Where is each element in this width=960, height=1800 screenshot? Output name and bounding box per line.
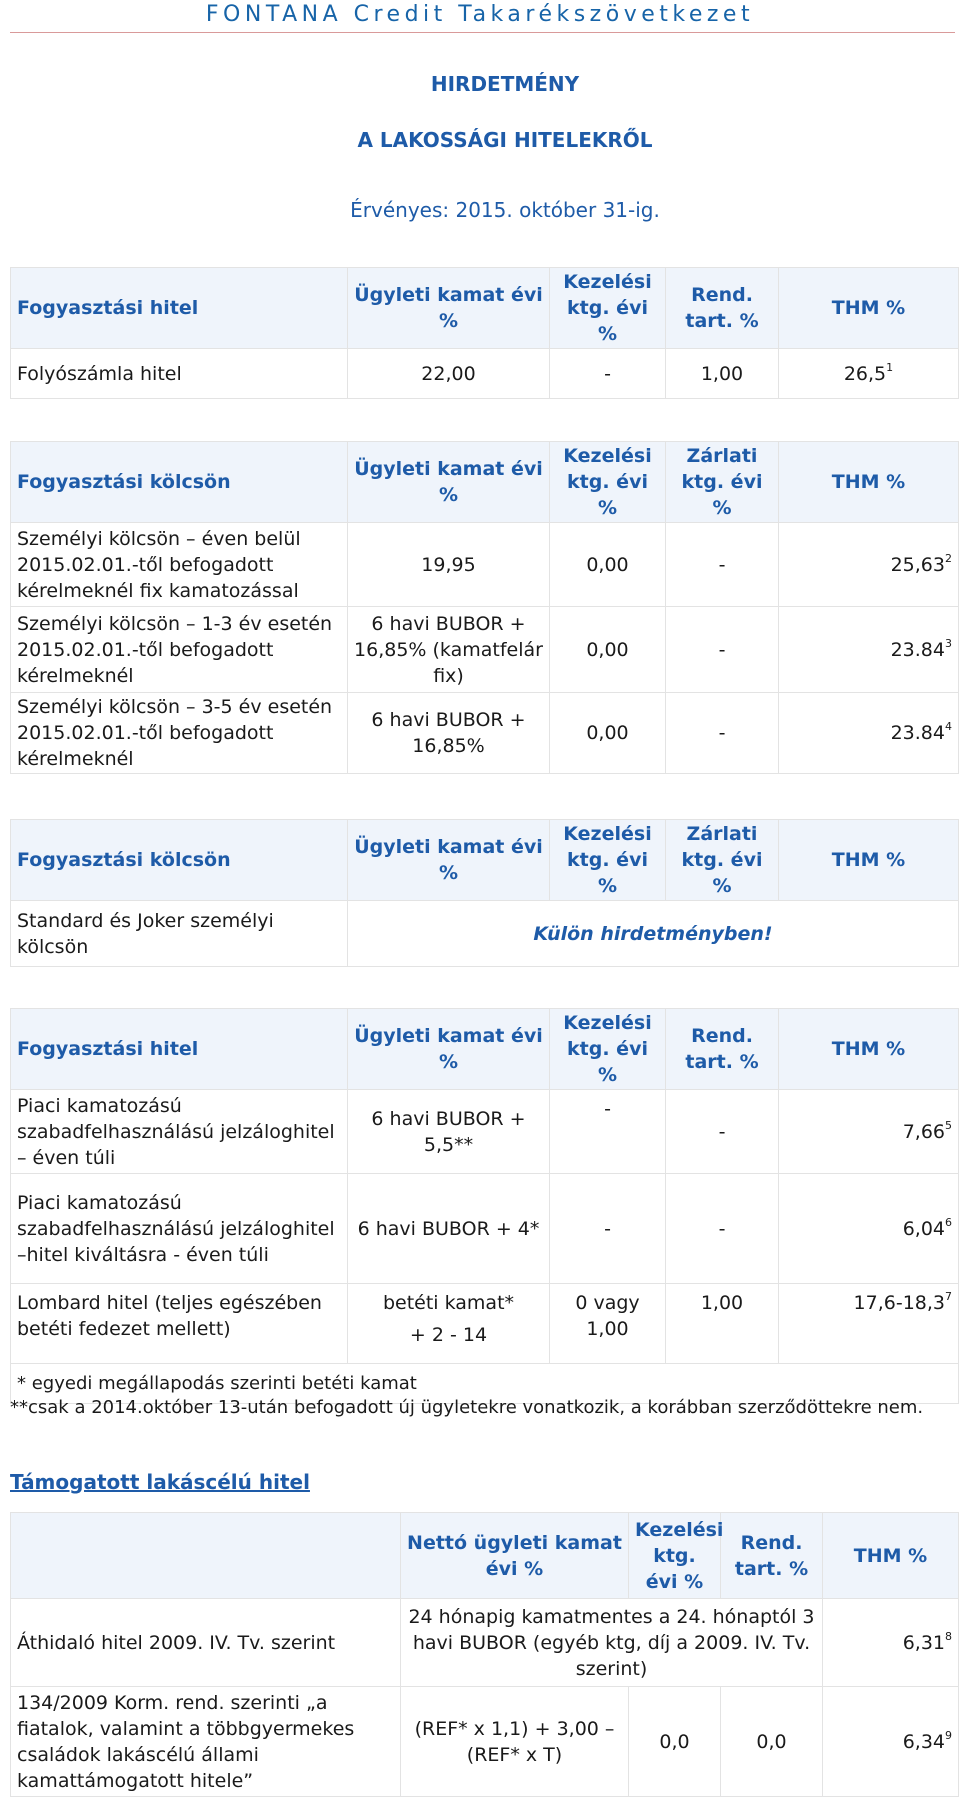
loan-name: Áthidaló hitel 2009. IV. Tv. szerint xyxy=(11,1599,401,1687)
loan-name: Személyi kölcsön – 1-3 év esetén 2015.02.01.-től befogadott kérelmeknél xyxy=(11,607,348,693)
header-cell: Kezelési ktg. évi % xyxy=(550,268,666,349)
header-cell: Fogyasztási hitel xyxy=(11,268,348,349)
loan-name: Standard és Joker személyi kölcsön xyxy=(11,901,348,967)
reserve-value: 1,00 xyxy=(666,1284,779,1364)
rate-value: 6 havi BUBOR + 5,5** xyxy=(348,1090,550,1174)
footnote-text: **csak a 2014.október 13-után befogadott új ügyletekre vonatkozik, a korábban szerződöttekre nem. xyxy=(10,1397,924,1418)
header-cell: Kezelési ktg. évi % xyxy=(629,1513,721,1599)
header-cell: Kezelési ktg. évi % xyxy=(550,820,666,901)
table-footnote: * egyedi megállapodás szerinti betéti kamat xyxy=(11,1364,959,1404)
fee-value: 0,00 xyxy=(550,523,666,607)
fee-value: 0,00 xyxy=(550,607,666,693)
header-cell: Nettó ügyleti kamat évi % xyxy=(401,1513,629,1599)
loan-name: Lombard hitel (teljes egészében betéti fedezet mellett) xyxy=(11,1284,348,1364)
reserve-value: - xyxy=(666,1174,779,1284)
fee-value: 0,0 xyxy=(629,1687,721,1797)
reserve-value: 0,0 xyxy=(721,1687,823,1797)
table-mortgage-lombard xyxy=(10,1008,959,1404)
header-cell: Rend. tart. % xyxy=(666,268,779,349)
table-row xyxy=(11,349,959,399)
rate-value: 19,95 xyxy=(348,523,550,607)
bridging-loan-terms: 24 hónapig kamatmentes a 24. hónaptól 3 havi BUBOR (egyéb ktg, díj a 2009. IV. Tv. szerint) xyxy=(401,1599,823,1687)
thm-value: 6,34$^9$ xyxy=(823,1687,959,1797)
header-divider xyxy=(10,32,955,33)
closing-value: - xyxy=(666,523,779,607)
table-personal-loan xyxy=(10,441,959,774)
thm-value: 23.84$^3$ xyxy=(779,607,959,693)
header-cell: Fogyasztási kölcsön xyxy=(11,442,348,523)
header-cell: Fogyasztási kölcsön xyxy=(11,820,348,901)
header-cell: THM % xyxy=(779,442,959,523)
table-standard-joker xyxy=(10,819,959,967)
company-header: FONTANA Credit Takarékszövetkezet xyxy=(205,2,755,27)
footnote-ref: 2 xyxy=(945,551,952,565)
loan-name: Piaci kamatozású szabadfelhasználású jelzáloghitel –hitel kiváltásra - éven túli xyxy=(11,1174,348,1284)
rate-value: (REF* x 1,1) + 3,00 – (REF* x T) xyxy=(401,1687,629,1797)
thm-value: 6,31$^8$ xyxy=(823,1599,959,1687)
rate-value xyxy=(348,1284,550,1364)
reserve-value: - xyxy=(666,1090,779,1174)
rate-line: + 2 - 14 xyxy=(409,1324,488,1346)
rate-value: 6 havi BUBOR + 4* xyxy=(348,1174,550,1284)
footnote-ref: 9 xyxy=(945,1728,952,1742)
table-header-row xyxy=(11,820,959,901)
loan-name: Személyi kölcsön – 3-5 év esetén 2015.02.01.-től befogadott kérelmeknél xyxy=(11,693,348,774)
rate-value: 22,00 xyxy=(348,349,550,399)
header-cell: Ügyleti kamat évi % xyxy=(348,442,550,523)
header-cell: Rend. tart. % xyxy=(666,1009,779,1090)
table-header-row xyxy=(11,268,959,349)
table-header-row xyxy=(11,1009,959,1090)
separate-announcement-note: Külön hirdetményben! xyxy=(348,901,959,967)
fee-value: 0 vagy 1,00 xyxy=(550,1284,666,1364)
loan-name: Folyószámla hitel xyxy=(11,349,348,399)
footnote-ref: 3 xyxy=(945,636,952,650)
reserve-value: 1,00 xyxy=(666,349,779,399)
rate-value: 6 havi BUBOR + 16,85% (kamatfelár fix) xyxy=(348,607,550,693)
footnote-ref: 5 xyxy=(945,1118,952,1132)
table-row xyxy=(11,901,959,967)
table-row xyxy=(11,1687,959,1797)
header-cell: Zárlati ktg. évi % xyxy=(666,442,779,523)
fee-value: - xyxy=(550,349,666,399)
closing-value: - xyxy=(666,693,779,774)
header-cell: Fogyasztási hitel xyxy=(11,1009,348,1090)
table-row xyxy=(11,1090,959,1174)
table-subsidized-housing xyxy=(10,1512,959,1797)
header-cell: Rend. tart. % xyxy=(721,1513,823,1599)
section-heading: Támogatott lakáscélú hitel xyxy=(10,1470,310,1494)
fee-value: - xyxy=(550,1090,666,1174)
header-cell: THM % xyxy=(823,1513,959,1599)
rate-value: 6 havi BUBOR + 16,85% xyxy=(348,693,550,774)
header-cell: Kezelési ktg. évi % xyxy=(550,442,666,523)
loan-name: Személyi kölcsön – éven belül 2015.02.01.-től befogadott kérelmeknél fix kamatozással xyxy=(11,523,348,607)
footnote-ref: 6 xyxy=(945,1215,952,1229)
footnote-ref: 8 xyxy=(945,1629,952,1643)
thm-value: 6,04$^6$ xyxy=(779,1174,959,1284)
fee-value: - xyxy=(550,1174,666,1284)
thm-value: 23.84$^4$ xyxy=(779,693,959,774)
footnote-ref: 4 xyxy=(945,720,952,733)
header-cell: THM % xyxy=(779,268,959,349)
header-cell: THM % xyxy=(779,820,959,901)
footnote-ref: 7 xyxy=(945,1290,952,1303)
table-header-row xyxy=(11,442,959,523)
table-header-row xyxy=(11,1513,959,1599)
thm-value: 17,6-18,3$^7$ xyxy=(779,1284,959,1364)
header-cell: Kezelési ktg. évi % xyxy=(550,1009,666,1090)
table-row xyxy=(11,523,959,607)
validity-text: Érvényes: 2015. október 31-ig. xyxy=(350,198,660,222)
table-row xyxy=(11,693,959,774)
header-cell: Ügyleti kamat évi % xyxy=(348,1009,550,1090)
table-row xyxy=(11,1174,959,1284)
table-row xyxy=(11,1599,959,1687)
table-row xyxy=(11,607,959,693)
header-cell: Zárlati ktg. évi % xyxy=(666,820,779,901)
thm-value: 7,66$^5$ xyxy=(779,1090,959,1174)
rate-line: betéti kamat* xyxy=(382,1292,515,1314)
table-row xyxy=(11,1284,959,1364)
table-consumer-credit-overdraft xyxy=(10,267,959,399)
loan-name: 134/2009 Korm. rend. szerinti „a fiatalok, valamint a többgyermekes családok lakáscélú állami kamattámogatott hitele” xyxy=(11,1687,401,1797)
document-subtitle: A LAKOSSÁGI HITELEKRŐL xyxy=(357,128,653,152)
thm-value: 25,63$^2$ xyxy=(779,523,959,607)
thm-value: 26,5$^1$ xyxy=(779,349,959,399)
header-cell xyxy=(11,1513,401,1599)
header-cell: Ügyleti kamat évi % xyxy=(348,268,550,349)
fee-value: 0,00 xyxy=(550,693,666,774)
footnote-ref: 1 xyxy=(886,360,894,374)
document-title: HIRDETMÉNY xyxy=(430,72,580,96)
closing-value: - xyxy=(666,607,779,693)
header-cell: THM % xyxy=(779,1009,959,1090)
header-cell: Ügyleti kamat évi % xyxy=(348,820,550,901)
loan-name: Piaci kamatozású szabadfelhasználású jelzáloghitel – éven túli xyxy=(11,1090,348,1174)
